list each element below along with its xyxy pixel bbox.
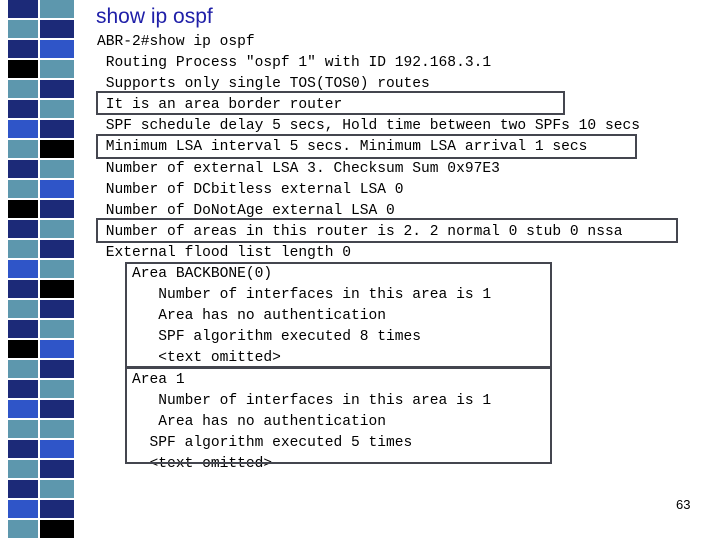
cli-line: Number of DoNotAge external LSA 0 [97,202,395,219]
cli-line: SPF algorithm executed 5 times [97,434,413,451]
sidebar-tile [40,460,74,478]
highlight-box-lsa-interval [96,134,637,159]
sidebar-tile [8,80,38,98]
sidebar-tile [8,240,38,258]
sidebar-tile [8,200,38,218]
sidebar-tile [40,480,74,498]
cli-line: <text omitted> [97,455,273,472]
sidebar-tile [8,320,38,338]
slide-title: show ip ospf [96,5,213,28]
cli-line: Number of external LSA 3. Checksum Sum 0x97E3 [97,160,500,177]
sidebar-tile [40,60,74,78]
highlight-box-area-border-router [96,91,565,115]
sidebar-tile [40,440,74,458]
decorative-sidebar [0,0,80,540]
sidebar-tile [40,0,74,18]
sidebar-tile [40,280,74,298]
sidebar-tile [8,420,38,438]
cli-line: Routing Process "ospf 1" with ID 192.168.3.1 [97,55,492,72]
sidebar-tile [40,200,74,218]
sidebar-tile [8,220,38,238]
cli-line: Area BACKBONE(0) [97,266,273,283]
cli-line: SPF schedule delay 5 secs, Hold time between two SPFs 10 secs [97,118,640,135]
cli-line: <text omitted> [97,350,281,367]
highlight-box-area-1 [125,367,552,464]
sidebar-tile [40,420,74,438]
sidebar-tile [8,520,38,538]
sidebar-tile [40,500,74,518]
sidebar-tile [8,400,38,418]
sidebar-tile [8,120,38,138]
sidebar-tile [8,300,38,318]
sidebar-tile [40,160,74,178]
sidebar-tile [8,260,38,278]
cli-line: Number of interfaces in this area is 1 [97,392,492,409]
sidebar-tile [8,0,38,18]
sidebar-tile [8,100,38,118]
sidebar-tile [8,500,38,518]
slide-number: 63 [676,497,691,512]
sidebar-tile [40,120,74,138]
highlight-box-area-backbone [125,262,552,368]
sidebar-tile [40,180,74,198]
sidebar-tile [40,340,74,358]
sidebar-tile [8,60,38,78]
sidebar-tile [8,460,38,478]
highlight-box-areas-count [96,218,678,243]
cli-line: Number of DCbitless external LSA 0 [97,181,404,198]
cli-line: Supports only single TOS(TOS0) routes [97,76,430,93]
sidebar-tile [8,380,38,398]
cli-line: Area 1 [97,371,185,388]
cli-line: It is an area border router [97,97,343,114]
sidebar-tile [8,160,38,178]
cli-line: Number of interfaces in this area is 1 [97,287,492,304]
sidebar-tile [40,40,74,58]
sidebar-tile [40,300,74,318]
sidebar-tile [8,40,38,58]
sidebar-tile [8,280,38,298]
sidebar-tile [8,180,38,198]
sidebar-tile [40,240,74,258]
sidebar-tile [8,480,38,498]
cli-line: ABR-2#show ip ospf [97,34,255,50]
cli-line: Area has no authentication [97,413,387,430]
sidebar-tile [40,520,74,538]
cli-line: Area has no authentication [97,308,387,325]
sidebar-tile [40,400,74,418]
sidebar-tile [8,440,38,458]
sidebar-tile [40,260,74,278]
sidebar-tile [40,100,74,118]
cli-line: Minimum LSA interval 5 secs. Minimum LSA arrival 1 secs [97,139,588,156]
sidebar-tile [8,20,38,38]
sidebar-tile [40,380,74,398]
sidebar-tile [8,340,38,358]
sidebar-tile [40,80,74,98]
sidebar-tile [40,360,74,378]
sidebar-tile [8,360,38,378]
sidebar-tile [40,220,74,238]
sidebar-tile [8,140,38,158]
cli-line: External flood list length 0 [97,244,351,261]
sidebar-tile [40,140,74,158]
cli-line: Number of areas in this router is 2. 2 normal 0 stub 0 nssa [97,223,623,240]
cli-line: SPF algorithm executed 8 times [97,329,422,346]
sidebar-tile [40,20,74,38]
sidebar-tile [40,320,74,338]
